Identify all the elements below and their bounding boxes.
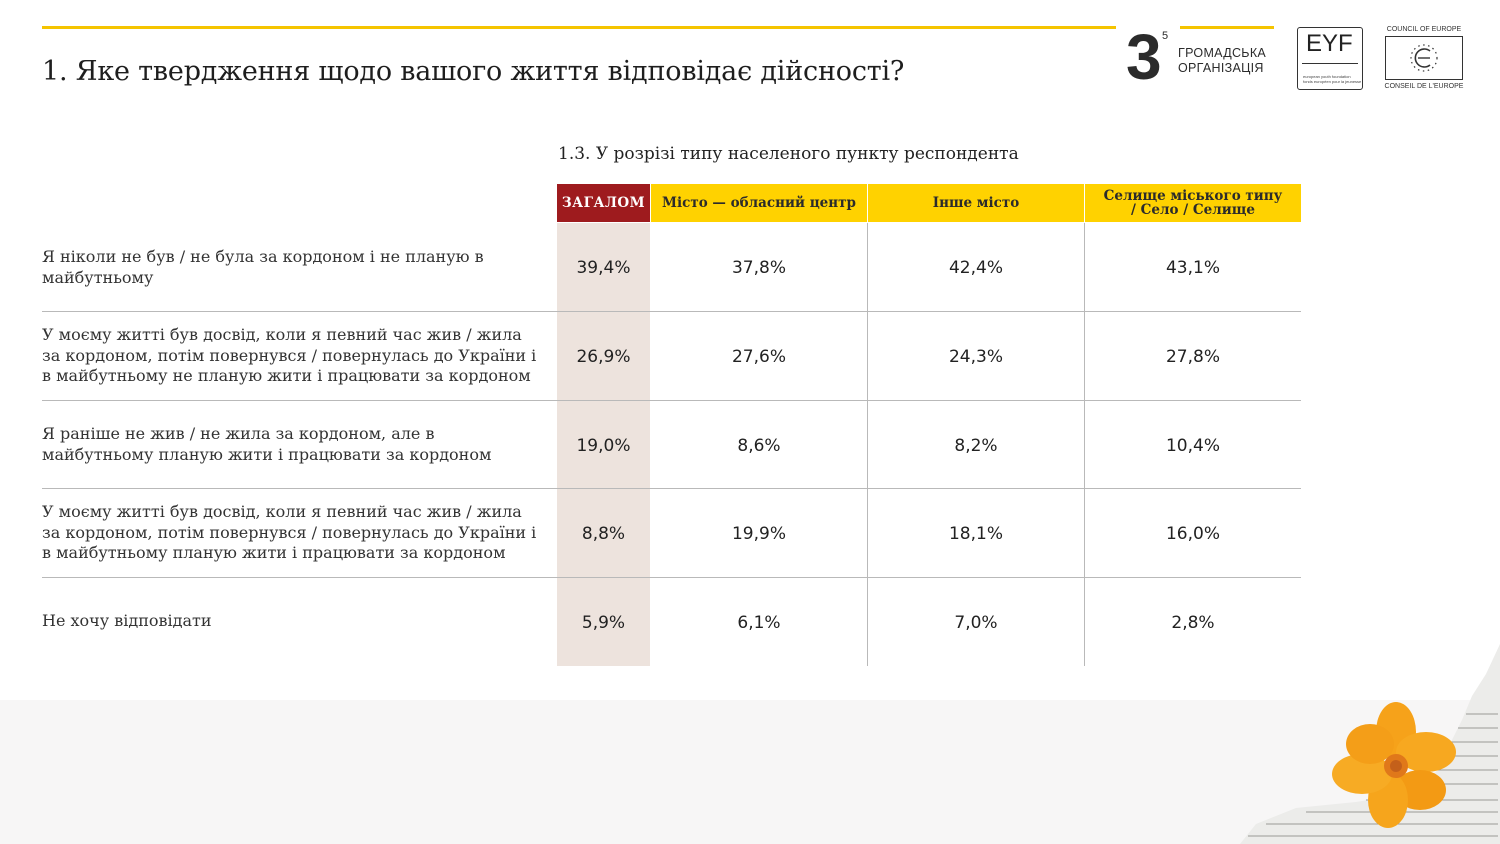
cell-other-city: 24,3% [948,347,1003,367]
header-village: Селище міського типу / Село / Селище [1085,184,1301,222]
cell-regional-center: 27,6% [731,347,786,367]
council-of-europe-logo [1384,26,1464,92]
coe-stars-icon [1386,37,1462,79]
org-logo-line1: ГРОМАДСЬКА [1178,46,1267,60]
header-regional-center: Місто — обласний центр [651,184,867,222]
cell-regional-center: 8,6% [737,436,781,456]
row-label: Я ніколи не був / не була за кордоном і не планую в майбутньому [42,247,484,287]
row-label: У моєму житті був досвід, коли я певний час жив / жила за кордоном, потім повернувся / повернулась до України і в майбутньому не планую жити і працювати за кордоном [42,325,537,385]
eyf-logo-small [1303,74,1361,84]
coe-top-text: COUNCIL OF EUROPE [1386,26,1462,33]
table-subtitle: 1.3. У розрізі типу населеного пункту респондента [558,144,1019,164]
cell-village: 27,8% [1165,347,1220,367]
org-logo-sup: 5 [1162,30,1169,42]
cell-other-city: 8,2% [954,436,998,456]
cell-regional-center: 37,8% [731,258,786,278]
cell-total: 8,8% [581,524,626,544]
row-label: Не хочу відповідати [42,611,212,630]
cell-other-city: 42,4% [948,258,1003,278]
cell-village: 2,8% [1171,613,1215,633]
cell-total: 5,9% [581,613,626,633]
cell-village: 16,0% [1165,524,1220,544]
cell-village: 10,4% [1165,436,1220,456]
eyf-logo-divider [1302,63,1358,64]
org-logo-number: 3 [1126,21,1162,93]
cell-regional-center: 19,9% [731,524,786,544]
row-label: Я раніше не жив / не жила за кордоном, але в майбутньому планую жити і працювати за кордоном [42,424,492,464]
row-label: У моєму житті був досвід, коли я певний час жив / жила за кордоном, потім повернувся / повернулась до України і в майбутньому планую жити і працювати за кордоном [42,502,537,562]
row-divider [42,488,1301,489]
row-divider [42,311,1301,312]
eyf-small-line2: fonds européen pour la jeunesse [1303,79,1362,84]
eyf-logo-text: EYF [1306,30,1353,57]
header-other-city: Інше місто [868,184,1084,222]
coe-bottom-text: CONSEIL DE L'EUROPE [1384,83,1464,90]
org-logo-text [1178,46,1266,76]
eyf-logo [1297,27,1363,90]
org-logo-line2: ОРГАНІЗАЦІЯ [1178,61,1264,75]
org-35-logo [1126,21,1276,93]
coe-emblem [1385,36,1463,80]
top-divider-line [42,26,1116,29]
cell-total: 39,4% [576,258,631,278]
header-total: ЗАГАЛОМ [557,184,650,222]
row-divider [42,400,1301,401]
flower-newspaper-decoration [1236,644,1500,844]
cell-village: 43,1% [1165,258,1220,278]
page-title: 1. Яке твердження щодо вашого життя відповідає дійсності? [42,56,905,87]
eyf-small-line1: european youth foundation [1303,74,1351,79]
cell-other-city: 18,1% [948,524,1003,544]
row-divider [42,577,1301,578]
cell-regional-center: 6,1% [737,613,781,633]
cell-total: 19,0% [576,436,631,456]
cell-total: 26,9% [576,347,631,367]
cell-other-city: 7,0% [954,613,998,633]
